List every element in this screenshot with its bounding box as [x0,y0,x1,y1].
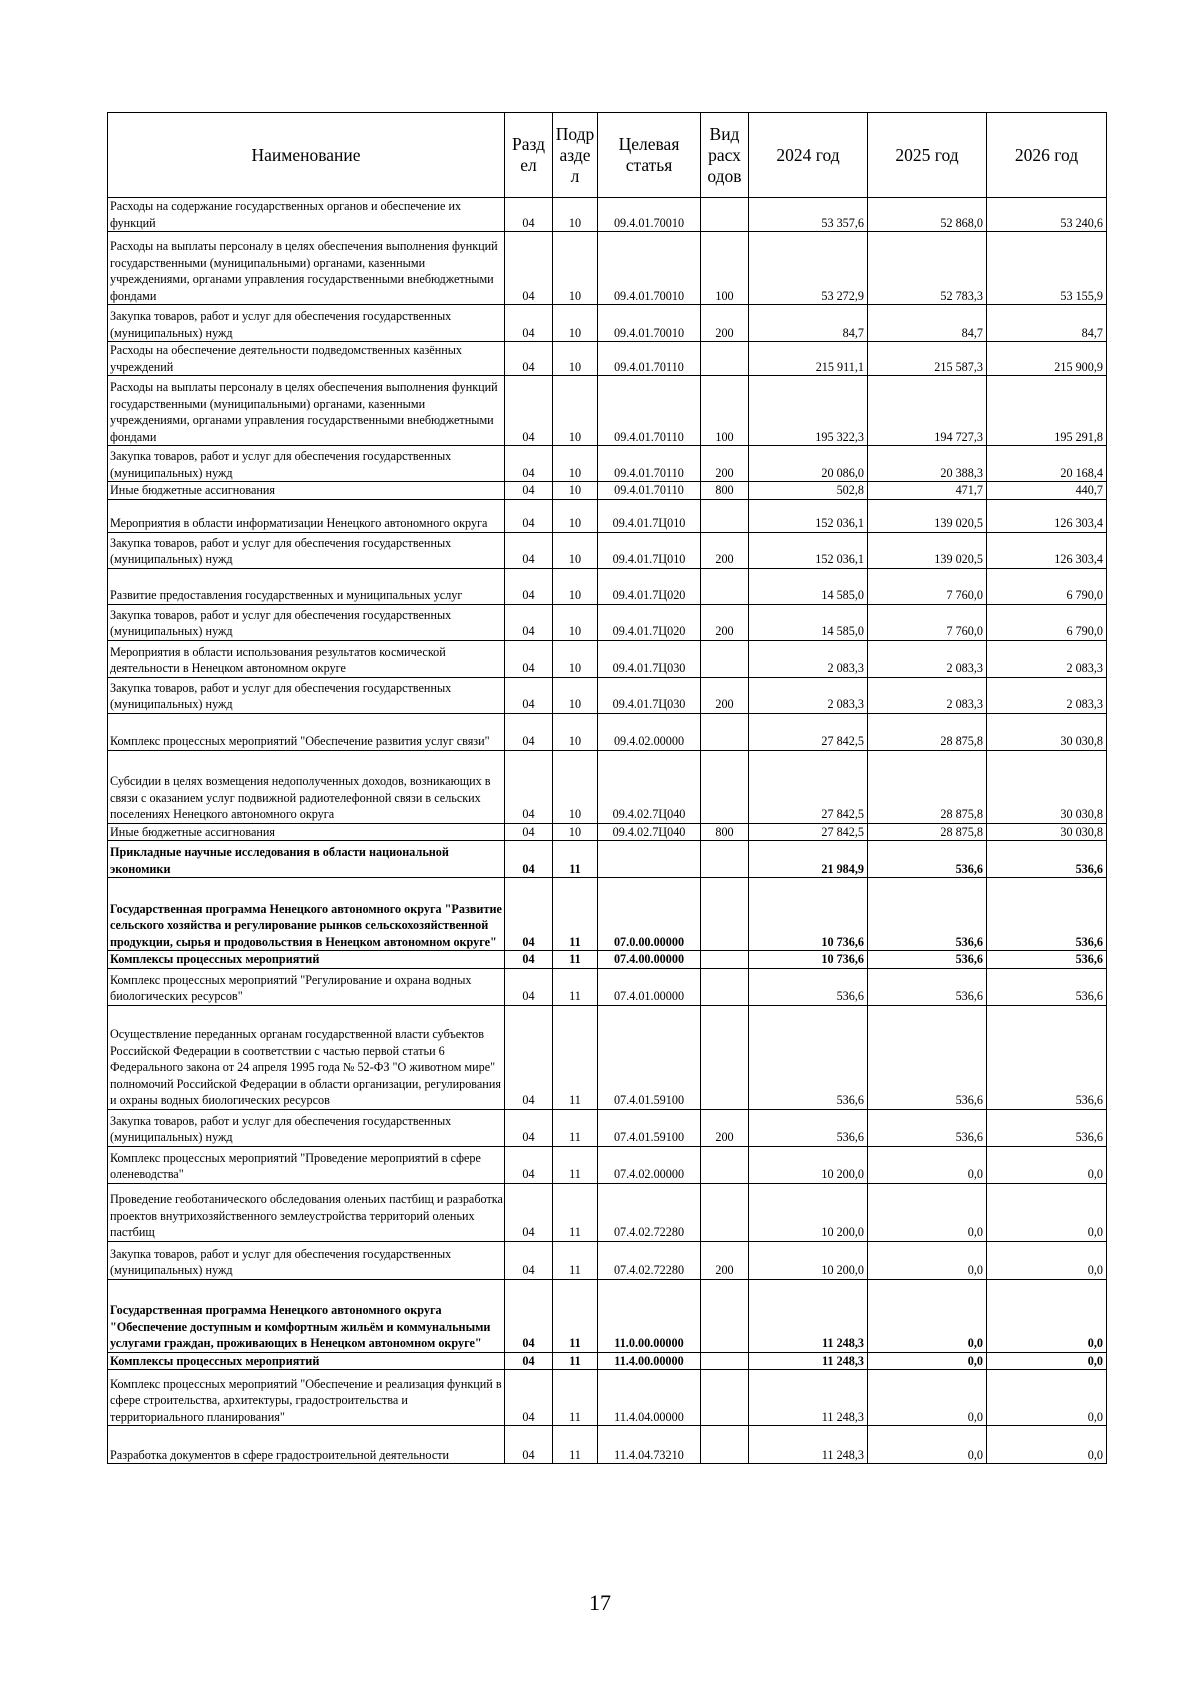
cell-year-2024: 27 842,5 [749,750,868,823]
cell-name: Прикладные научные исследования в области национальной экономики [108,841,505,878]
cell-celevaya-statya: 07.4.02.72280 [598,1241,701,1279]
cell-vid-raskhodov: 200 [701,677,749,713]
cell-year-2024: 11 248,3 [749,1352,868,1370]
cell-year-2025: 28 875,8 [868,713,987,750]
cell-podrazdel: 10 [553,342,598,376]
table-row [108,342,1107,376]
cell-year-2026: 30 030,8 [987,713,1107,750]
cell-year-2024: 2 083,3 [749,677,868,713]
cell-year-2025: 215 587,3 [868,342,987,376]
cell-celevaya-statya: 09.4.01.7Ц010 [598,532,701,568]
cell-razdel: 04 [505,499,553,532]
cell-year-2025: 20 388,3 [868,446,987,482]
cell-celevaya-statya: 07.4.01.59100 [598,1005,701,1109]
cell-podrazdel: 10 [553,532,598,568]
cell-name: Закупка товаров, работ и услуг для обеспечения государственных (муниципальных) нужд [108,532,505,568]
cell-razdel: 04 [505,532,553,568]
cell-vid-raskhodov: 800 [701,482,749,500]
cell-podrazdel: 10 [553,499,598,532]
cell-podrazdel: 11 [553,1005,598,1109]
cell-year-2026: 53 155,9 [987,232,1107,305]
cell-name: Расходы на выплаты персоналу в целях обеспечения выполнения функций государственными (муниципальными) органами, казенными учреждениями, органами управления государственными внебюджетными фондами [108,232,505,305]
cell-year-2025: 0,0 [868,1370,987,1426]
cell-name: Закупка товаров, работ и услуг для обеспечения государственных (муниципальных) нужд [108,677,505,713]
cell-celevaya-statya: 11.4.00.00000 [598,1352,701,1370]
cell-razdel: 04 [505,482,553,500]
cell-year-2025: 536,6 [868,841,987,878]
cell-razdel: 04 [505,1426,553,1464]
table-row [108,1005,1107,1109]
cell-vid-raskhodov [701,1370,749,1426]
cell-celevaya-statya: 07.4.02.72280 [598,1183,701,1241]
cell-podrazdel: 11 [553,1352,598,1370]
cell-year-2026: 195 291,8 [987,376,1107,446]
table-row [108,446,1107,482]
table-row [108,232,1107,305]
cell-name: Закупка товаров, работ и услуг для обеспечения государственных (муниципальных) нужд [108,1241,505,1279]
cell-year-2025: 536,6 [868,968,987,1005]
cell-year-2025: 0,0 [868,1426,987,1464]
cell-podrazdel: 11 [553,968,598,1005]
header-podrazdel: Подр азде л [553,113,598,198]
cell-celevaya-statya: 09.4.01.7Ц030 [598,640,701,677]
header-vid-raskhodov: Вид расх одов [701,113,749,198]
cell-name: Субсидии в целях возмещения недополученных доходов, возникающих в связи с оказанием услуг подвижной радиотелефонной связи в сельских поселениях Ненецкого автономного округа [108,750,505,823]
cell-podrazdel: 11 [553,1146,598,1183]
cell-razdel: 04 [505,232,553,305]
cell-podrazdel: 11 [553,878,598,951]
cell-year-2024: 536,6 [749,1005,868,1109]
cell-celevaya-statya: 09.4.01.7Ц010 [598,499,701,532]
cell-razdel: 04 [505,951,553,969]
cell-celevaya-statya: 09.4.01.70110 [598,482,701,500]
cell-vid-raskhodov [701,568,749,604]
cell-podrazdel: 10 [553,198,598,232]
cell-year-2024: 11 248,3 [749,1279,868,1352]
table-row [108,568,1107,604]
cell-year-2024: 152 036,1 [749,532,868,568]
cell-name: Закупка товаров, работ и услуг для обеспечения государственных (муниципальных) нужд [108,604,505,640]
cell-podrazdel: 11 [553,1183,598,1241]
cell-name: Комплекс процессных мероприятий "Обеспечение и реализация функций в сфере строительства, архитектуры, градостроительства и территориального планирования" [108,1370,505,1426]
cell-name: Расходы на выплаты персоналу в целях обеспечения выполнения функций государственными (муниципальными) органами, казенными учреждениями, органами управления государственными внебюджетными фондами [108,376,505,446]
cell-podrazdel: 10 [553,232,598,305]
cell-year-2024: 10 200,0 [749,1241,868,1279]
cell-year-2026: 126 303,4 [987,499,1107,532]
cell-celevaya-statya: 09.4.02.7Ц040 [598,823,701,841]
cell-year-2024: 10 200,0 [749,1183,868,1241]
cell-razdel: 04 [505,968,553,1005]
cell-name: Иные бюджетные ассигнования [108,823,505,841]
cell-year-2025: 28 875,8 [868,750,987,823]
cell-year-2025: 536,6 [868,1005,987,1109]
cell-celevaya-statya [598,841,701,878]
table-row [108,305,1107,342]
cell-celevaya-statya: 09.4.01.70110 [598,446,701,482]
cell-year-2025: 0,0 [868,1183,987,1241]
cell-celevaya-statya: 09.4.02.7Ц040 [598,750,701,823]
cell-year-2024: 14 585,0 [749,568,868,604]
cell-celevaya-statya: 09.4.01.7Ц020 [598,568,701,604]
table-row [108,604,1107,640]
cell-vid-raskhodov [701,1183,749,1241]
cell-year-2025: 7 760,0 [868,604,987,640]
cell-razdel: 04 [505,1183,553,1241]
cell-year-2024: 21 984,9 [749,841,868,878]
cell-celevaya-statya: 07.4.01.59100 [598,1109,701,1146]
cell-year-2024: 27 842,5 [749,823,868,841]
header-razdel: Разд ел [505,113,553,198]
cell-razdel: 04 [505,198,553,232]
cell-year-2024: 2 083,3 [749,640,868,677]
cell-podrazdel: 10 [553,376,598,446]
cell-vid-raskhodov: 200 [701,446,749,482]
cell-vid-raskhodov [701,968,749,1005]
table-row [108,1183,1107,1241]
cell-year-2026: 536,6 [987,841,1107,878]
cell-year-2025: 2 083,3 [868,640,987,677]
cell-name: Расходы на обеспечение деятельности подведомственных казённых учреждений [108,342,505,376]
cell-year-2026: 2 083,3 [987,677,1107,713]
cell-podrazdel: 10 [553,568,598,604]
cell-year-2026: 30 030,8 [987,750,1107,823]
cell-name: Закупка товаров, работ и услуг для обеспечения государственных (муниципальных) нужд [108,1109,505,1146]
cell-name: Развитие предоставления государственных и муниципальных услуг [108,568,505,604]
cell-year-2025: 52 868,0 [868,198,987,232]
cell-vid-raskhodov [701,1146,749,1183]
cell-razdel: 04 [505,750,553,823]
cell-year-2024: 53 272,9 [749,232,868,305]
cell-name: Комплексы процессных мероприятий [108,951,505,969]
cell-year-2025: 536,6 [868,878,987,951]
cell-celevaya-statya: 09.4.01.7Ц020 [598,604,701,640]
cell-celevaya-statya: 07.4.00.00000 [598,951,701,969]
cell-podrazdel: 10 [553,604,598,640]
cell-year-2024: 152 036,1 [749,499,868,532]
cell-year-2024: 10 736,6 [749,951,868,969]
table-row [108,951,1107,969]
cell-year-2025: 194 727,3 [868,376,987,446]
cell-razdel: 04 [505,446,553,482]
cell-year-2024: 84,7 [749,305,868,342]
cell-year-2025: 28 875,8 [868,823,987,841]
table-body [108,198,1107,1464]
cell-podrazdel: 10 [553,305,598,342]
cell-year-2025: 0,0 [868,1146,987,1183]
cell-vid-raskhodov: 200 [701,1241,749,1279]
cell-year-2026: 0,0 [987,1241,1107,1279]
cell-year-2025: 139 020,5 [868,499,987,532]
cell-year-2026: 0,0 [987,1279,1107,1352]
cell-razdel: 04 [505,640,553,677]
cell-razdel: 04 [505,342,553,376]
cell-podrazdel: 11 [553,841,598,878]
cell-celevaya-statya: 07.0.00.00000 [598,878,701,951]
cell-year-2024: 11 248,3 [749,1370,868,1426]
table-row [108,1109,1107,1146]
cell-celevaya-statya: 07.4.01.00000 [598,968,701,1005]
cell-year-2025: 52 783,3 [868,232,987,305]
cell-vid-raskhodov [701,1352,749,1370]
cell-razdel: 04 [505,1370,553,1426]
table-row [108,499,1107,532]
cell-podrazdel: 10 [553,640,598,677]
cell-podrazdel: 11 [553,1426,598,1464]
cell-vid-raskhodov: 200 [701,1109,749,1146]
cell-razdel: 04 [505,1241,553,1279]
cell-razdel: 04 [505,1352,553,1370]
cell-name: Государственная программа Ненецкого автономного округа "Обеспечение доступным и комфортным жильём и коммунальными услугами граждан, проживающих в Ненецком автономном округе" [108,1279,505,1352]
cell-year-2026: 536,6 [987,1109,1107,1146]
cell-year-2025: 0,0 [868,1241,987,1279]
cell-year-2025: 0,0 [868,1279,987,1352]
cell-name: Закупка товаров, работ и услуг для обеспечения государственных (муниципальных) нужд [108,305,505,342]
cell-razdel: 04 [505,841,553,878]
cell-celevaya-statya: 09.4.01.70010 [598,198,701,232]
cell-year-2024: 14 585,0 [749,604,868,640]
cell-podrazdel: 11 [553,1241,598,1279]
cell-podrazdel: 11 [553,1279,598,1352]
cell-razdel: 04 [505,1005,553,1109]
cell-year-2026: 440,7 [987,482,1107,500]
cell-razdel: 04 [505,376,553,446]
cell-podrazdel: 10 [553,713,598,750]
cell-year-2024: 20 086,0 [749,446,868,482]
cell-name: Мероприятия в области информатизации Ненецкого автономного округа [108,499,505,532]
cell-year-2026: 0,0 [987,1146,1107,1183]
table-row [108,376,1107,446]
cell-year-2025: 84,7 [868,305,987,342]
cell-year-2024: 10 736,6 [749,878,868,951]
cell-razdel: 04 [505,677,553,713]
cell-year-2026: 126 303,4 [987,532,1107,568]
cell-name: Закупка товаров, работ и услуг для обеспечения государственных (муниципальных) нужд [108,446,505,482]
table-row [108,482,1107,500]
cell-year-2026: 20 168,4 [987,446,1107,482]
cell-year-2024: 536,6 [749,968,868,1005]
cell-podrazdel: 10 [553,823,598,841]
cell-vid-raskhodov [701,342,749,376]
cell-year-2026: 536,6 [987,951,1107,969]
cell-year-2024: 10 200,0 [749,1146,868,1183]
cell-celevaya-statya: 09.4.01.7Ц030 [598,677,701,713]
header-name: Наименование [108,113,505,198]
cell-celevaya-statya: 11.4.04.00000 [598,1370,701,1426]
cell-vid-raskhodov [701,713,749,750]
table-row [108,1352,1107,1370]
header-year-2024: 2024 год [749,113,868,198]
cell-name: Комплекс процессных мероприятий "Обеспечение развития услуг связи" [108,713,505,750]
cell-vid-raskhodov [701,499,749,532]
cell-vid-raskhodov: 100 [701,376,749,446]
cell-year-2026: 0,0 [987,1426,1107,1464]
cell-celevaya-statya: 09.4.01.70010 [598,232,701,305]
cell-celevaya-statya: 07.4.02.00000 [598,1146,701,1183]
budget-table [107,112,1107,1464]
cell-name: Комплексы процессных мероприятий [108,1352,505,1370]
cell-razdel: 04 [505,1146,553,1183]
cell-razdel: 04 [505,878,553,951]
cell-year-2024: 27 842,5 [749,713,868,750]
cell-vid-raskhodov [701,640,749,677]
cell-vid-raskhodov [701,198,749,232]
cell-razdel: 04 [505,1279,553,1352]
cell-year-2024: 502,8 [749,482,868,500]
cell-podrazdel: 10 [553,677,598,713]
cell-year-2025: 0,0 [868,1352,987,1370]
cell-name: Государственная программа Ненецкого автономного округа "Развитие сельского хозяйства и регулирование рынков сельскохозяйственной продукции, сырья и продовольствия в Ненецком автономном округе" [108,878,505,951]
cell-year-2024: 11 248,3 [749,1426,868,1464]
cell-celevaya-statya: 09.4.01.70010 [598,305,701,342]
cell-name: Осуществление переданных органам государственной власти субъектов Российской Федерации в соответствии с частью первой статьи 6 Федерального закона от 24 апреля 1995 года № 52-ФЗ "О животном мире" полномочий Российской Федерации в области организации, регулирования и охраны водных биологических ресурсов [108,1005,505,1109]
table-row [108,878,1107,951]
cell-year-2024: 536,6 [749,1109,868,1146]
cell-vid-raskhodov: 200 [701,305,749,342]
cell-vid-raskhodov [701,1005,749,1109]
cell-year-2026: 536,6 [987,878,1107,951]
cell-podrazdel: 11 [553,1109,598,1146]
table-row [108,677,1107,713]
cell-name: Проведение геоботанического обследования оленьих пастбищ и разработка проектов внутрихозяйственного землеустройства территорий оленьих пастбищ [108,1183,505,1241]
cell-vid-raskhodov [701,841,749,878]
cell-name: Мероприятия в области использования результатов космической деятельности в Ненецком автономном округе [108,640,505,677]
table-header-row [108,113,1107,198]
cell-year-2026: 536,6 [987,968,1107,1005]
cell-year-2026: 0,0 [987,1352,1107,1370]
header-year-2026: 2026 год [987,113,1107,198]
cell-razdel: 04 [505,568,553,604]
cell-name: Иные бюджетные ассигнования [108,482,505,500]
cell-name: Комплекс процессных мероприятий "Проведение мероприятий в сфере оленеводства" [108,1146,505,1183]
header-celevaya-statya: Целевая статья [598,113,701,198]
cell-celevaya-statya: 11.4.04.73210 [598,1426,701,1464]
table-row [108,1370,1107,1426]
cell-vid-raskhodov: 200 [701,532,749,568]
cell-podrazdel: 10 [553,482,598,500]
cell-name: Разработка документов в сфере градостроительной деятельности [108,1426,505,1464]
cell-name: Комплекс процессных мероприятий "Регулирование и охрана водных биологических ресурсов" [108,968,505,1005]
cell-vid-raskhodov [701,750,749,823]
cell-vid-raskhodov: 100 [701,232,749,305]
cell-year-2026: 536,6 [987,1005,1107,1109]
cell-year-2026: 84,7 [987,305,1107,342]
cell-vid-raskhodov [701,878,749,951]
cell-name: Расходы на содержание государственных органов и обеспечение их функций [108,198,505,232]
cell-podrazdel: 11 [553,1370,598,1426]
table-row [108,1241,1107,1279]
cell-year-2024: 53 357,6 [749,198,868,232]
cell-year-2026: 0,0 [987,1370,1107,1426]
cell-year-2026: 215 900,9 [987,342,1107,376]
cell-year-2025: 536,6 [868,1109,987,1146]
page-number: 17 [589,1590,611,1615]
cell-razdel: 04 [505,823,553,841]
table-row [108,841,1107,878]
cell-year-2025: 536,6 [868,951,987,969]
cell-year-2025: 471,7 [868,482,987,500]
table-row [108,532,1107,568]
table-row [108,198,1107,232]
table-row [108,823,1107,841]
cell-vid-raskhodov: 200 [701,604,749,640]
cell-podrazdel: 10 [553,750,598,823]
cell-year-2025: 2 083,3 [868,677,987,713]
table-row [108,1146,1107,1183]
cell-podrazdel: 11 [553,951,598,969]
table-row [108,640,1107,677]
budget-table-wrapper [107,112,1107,1464]
table-row [108,1426,1107,1464]
cell-year-2026: 30 030,8 [987,823,1107,841]
cell-vid-raskhodov [701,1426,749,1464]
cell-celevaya-statya: 09.4.01.70110 [598,376,701,446]
table-row [108,968,1107,1005]
header-year-2025: 2025 год [868,113,987,198]
cell-razdel: 04 [505,305,553,342]
cell-celevaya-statya: 11.0.00.00000 [598,1279,701,1352]
cell-year-2026: 2 083,3 [987,640,1107,677]
cell-year-2025: 139 020,5 [868,532,987,568]
cell-year-2026: 6 790,0 [987,604,1107,640]
cell-year-2026: 6 790,0 [987,568,1107,604]
cell-podrazdel: 10 [553,446,598,482]
cell-razdel: 04 [505,604,553,640]
cell-year-2026: 53 240,6 [987,198,1107,232]
cell-celevaya-statya: 09.4.01.70110 [598,342,701,376]
table-row [108,750,1107,823]
cell-razdel: 04 [505,1109,553,1146]
cell-vid-raskhodov: 800 [701,823,749,841]
table-row [108,1279,1107,1352]
cell-year-2026: 0,0 [987,1183,1107,1241]
cell-celevaya-statya: 09.4.02.00000 [598,713,701,750]
cell-vid-raskhodov [701,1279,749,1352]
cell-razdel: 04 [505,713,553,750]
cell-year-2024: 195 322,3 [749,376,868,446]
cell-year-2025: 7 760,0 [868,568,987,604]
cell-year-2024: 215 911,1 [749,342,868,376]
cell-vid-raskhodov [701,951,749,969]
table-row [108,713,1107,750]
